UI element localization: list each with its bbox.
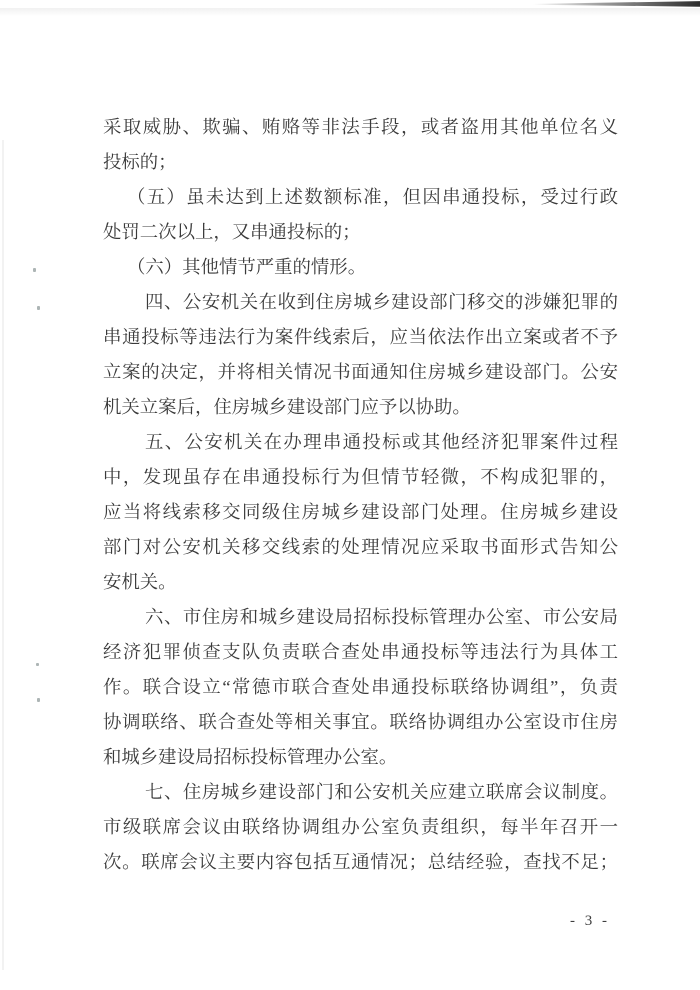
text-line: 四、公安机关在收到住房城乡建设部门移交的涉嫌犯罪的: [145, 292, 618, 312]
text-line: 作。联合设立“常德市联合查处串通投标联络协调组”，负责: [103, 677, 618, 697]
text-line: 立案的决定，并将相关情况书面通知住房城乡建设部门。公安: [103, 362, 618, 382]
scan-speck: [36, 663, 39, 666]
text-line: 应当将线索移交同级住房城乡建设部门处理。住房城乡建设: [103, 502, 618, 522]
scan-artifact-left-edge: [2, 140, 4, 970]
text-line: 投标的；: [103, 152, 177, 172]
text-line: 部门对公安机关移交线索的处理情况应采取书面形式告知公: [103, 537, 618, 557]
scan-artifact-streak: [533, 1, 700, 7]
text-line: 经济犯罪侦查支队负责联合查处串通投标等违法行为具体工: [103, 642, 618, 662]
text-line: 采取威胁、欺骗、贿赂等非法手段，或者盗用其他单位名义: [103, 117, 618, 137]
text-line: 七、住房城乡建设部门和公安机关应建立联席会议制度。: [145, 782, 618, 802]
scan-speck: [33, 268, 36, 272]
text-line: 和城乡建设局招标投标管理办公室。: [103, 747, 398, 767]
text-line: 五、公安机关在办理串通投标或其他经济犯罪案件过程: [145, 432, 618, 452]
scan-artifact-top-band: [0, 8, 700, 16]
document-body: [103, 110, 618, 880]
page-number: - 3 -: [570, 913, 610, 929]
text-line: 协调联络、联合查处等相关事宜。联络协调组办公室设市住房: [103, 712, 618, 732]
scan-speck: [37, 698, 40, 702]
text-line: 六、市住房和城乡建设局招标投标管理办公室、市公安局: [145, 607, 618, 627]
text-line: 安机关。: [103, 572, 177, 592]
text-line: 市级联席会议由联络协调组办公室负责组织，每半年召开一: [103, 817, 618, 837]
scan-speck: [37, 306, 40, 310]
text-line: （六）其他情节严重的情形。: [127, 257, 367, 277]
text-line: 中，发现虽存在串通投标行为但情节轻微，不构成犯罪的，: [103, 467, 618, 487]
text-line: 机关立案后，住房城乡建设部门应予以协助。: [103, 397, 471, 417]
text-line: 次。联席会议主要内容包括互通情况；总结经验，查找不足；: [103, 852, 618, 872]
text-line: 串通投标等违法行为案件线索后，应当依法作出立案或者不予: [103, 327, 618, 347]
text-line: 处罚二次以上，又串通投标的；: [103, 222, 361, 242]
text-line: （五）虽未达到上述数额标准，但因串通投标，受过行政: [127, 187, 618, 207]
